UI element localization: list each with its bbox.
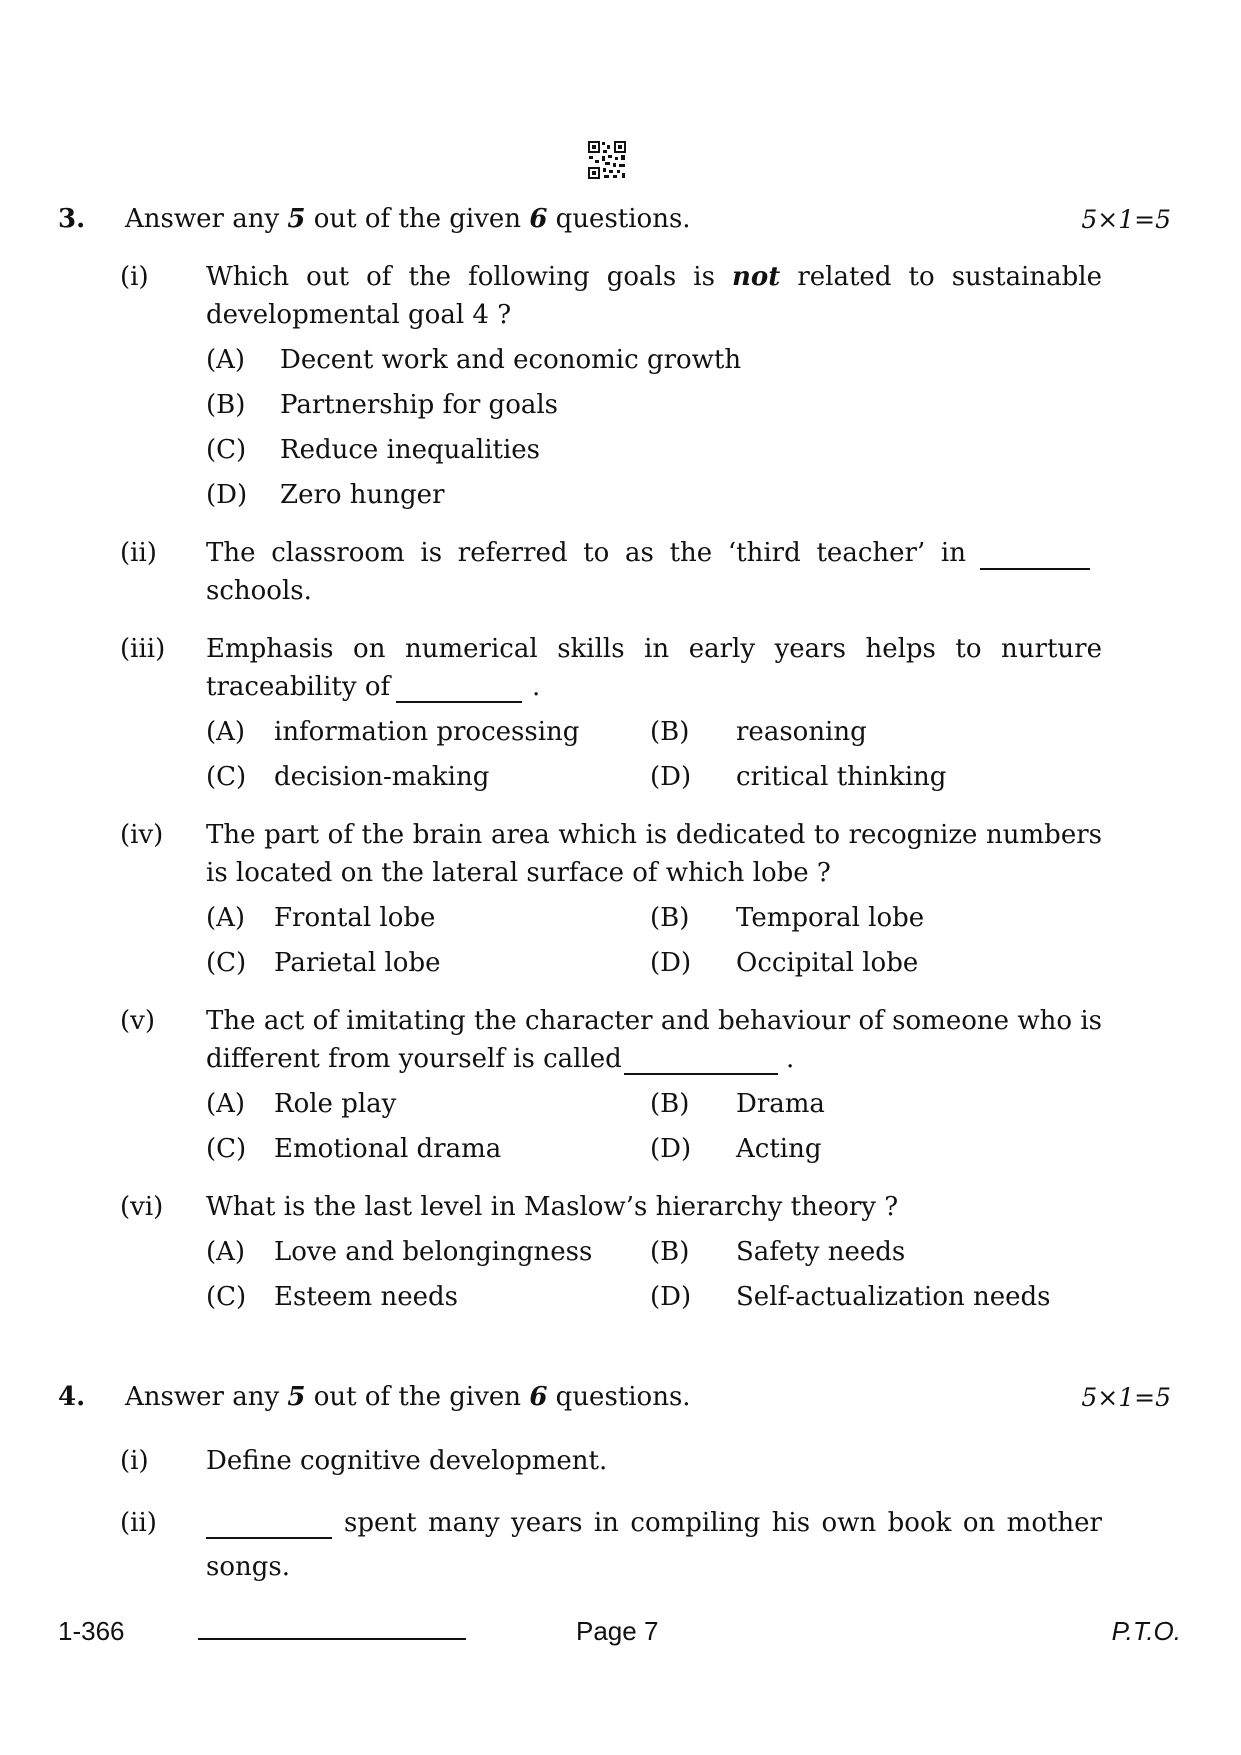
- subquestion-stem: spent many years in compiling his own book on mother: [344, 1508, 1102, 1538]
- option-text: Parietal lobe: [274, 948, 441, 978]
- option-label: (B): [650, 903, 690, 933]
- subquestion-label: (i): [120, 262, 149, 292]
- option-label: (D): [206, 480, 248, 510]
- subquestion-stem-line: is located on the lateral surface of which lobe ?: [206, 858, 831, 888]
- option-text: Zero hunger: [280, 480, 445, 510]
- option-text: Frontal lobe: [274, 903, 436, 933]
- option-label: (C): [206, 435, 247, 465]
- subquestion-stem-line: traceability of: [206, 672, 391, 702]
- marks-label: 5×1=5: [1081, 1383, 1171, 1412]
- pto-label: P.T.O.: [1111, 1616, 1181, 1646]
- option-label: (A): [206, 1089, 246, 1119]
- option-text: Acting: [736, 1134, 822, 1164]
- option-label: (D): [650, 762, 692, 792]
- option-text: Love and belongingness: [274, 1237, 593, 1267]
- option-label: (B): [650, 1237, 690, 1267]
- subquestion-stem-line: developmental goal 4 ?: [206, 300, 512, 330]
- subquestion-stem-line: schools.: [206, 576, 312, 606]
- option-text: Safety needs: [736, 1237, 906, 1267]
- subquestion-label: (ii): [120, 1508, 157, 1538]
- subquestion-stem: Define cognitive development.: [206, 1446, 608, 1476]
- subquestion-stem-line: songs.: [206, 1552, 290, 1582]
- paper-code: 1-366: [58, 1616, 125, 1646]
- subquestion-stem: The part of the brain area which is dedicated to recognize numbers: [206, 820, 1102, 850]
- subquestion-label: (iii): [120, 634, 166, 664]
- subquestion-stem: The classroom is referred to as the ‘third teacher’ in: [206, 538, 966, 568]
- footer-divider: [198, 1638, 466, 1640]
- option-label: (A): [206, 1237, 246, 1267]
- option-label: (C): [206, 1282, 247, 1312]
- option-text: Self-actualization needs: [736, 1282, 1051, 1312]
- qr-code-icon: [587, 140, 627, 180]
- question-instruction: Answer any 5 out of the given 6 questions.: [125, 204, 691, 234]
- option-label: (A): [206, 717, 246, 747]
- option-text: Drama: [736, 1089, 825, 1119]
- option-text: information processing: [274, 717, 580, 747]
- option-label: (C): [206, 948, 247, 978]
- answer-blank: [624, 1072, 778, 1075]
- question-number: 4.: [58, 1382, 86, 1412]
- option-label: (D): [650, 1134, 692, 1164]
- subquestion-label: (v): [120, 1006, 155, 1036]
- subquestion-label: (ii): [120, 538, 157, 568]
- subquestion-stem: Which out of the following goals is not related to sustainable: [206, 262, 1103, 292]
- stem-end: .: [532, 672, 541, 702]
- question-instruction: Answer any 5 out of the given 6 questions.: [125, 1382, 691, 1412]
- answer-blank: [980, 567, 1090, 570]
- option-label: (C): [206, 762, 247, 792]
- option-label: (B): [650, 717, 690, 747]
- option-label: (A): [206, 903, 246, 933]
- option-label: (A): [206, 345, 246, 375]
- option-label: (D): [650, 948, 692, 978]
- subquestion-stem-line: different from yourself is called: [206, 1044, 622, 1074]
- subquestion-label: (i): [120, 1446, 149, 1476]
- option-text: critical thinking: [736, 762, 947, 792]
- subquestion-stem: The act of imitating the character and behaviour of someone who is: [206, 1006, 1102, 1036]
- option-text: Esteem needs: [274, 1282, 458, 1312]
- option-label: (D): [650, 1282, 692, 1312]
- option-label: (B): [650, 1089, 690, 1119]
- option-text: decision-making: [274, 762, 490, 792]
- option-text: Emotional drama: [274, 1134, 502, 1164]
- subquestion-stem: Emphasis on numerical skills in early years helps to nurture: [206, 634, 1102, 664]
- subquestion-stem: What is the last level in Maslow’s hierarchy theory ?: [206, 1192, 899, 1222]
- answer-blank: [206, 1536, 332, 1539]
- option-text: Temporal lobe: [736, 903, 925, 933]
- stem-end: .: [786, 1044, 795, 1074]
- answer-blank: [396, 700, 522, 703]
- option-label: (B): [206, 390, 246, 420]
- subquestion-label: (iv): [120, 820, 164, 850]
- option-text: Decent work and economic growth: [280, 345, 742, 375]
- option-text: Occipital lobe: [736, 948, 919, 978]
- option-label: (C): [206, 1134, 247, 1164]
- option-text: Role play: [274, 1089, 397, 1119]
- marks-label: 5×1=5: [1081, 205, 1171, 234]
- option-text: Partnership for goals: [280, 390, 559, 420]
- question-number: 3.: [58, 204, 86, 234]
- page-number: Page 7: [576, 1616, 659, 1646]
- subquestion-label: (vi): [120, 1192, 164, 1222]
- option-text: reasoning: [736, 717, 867, 747]
- option-text: Reduce inequalities: [280, 435, 541, 465]
